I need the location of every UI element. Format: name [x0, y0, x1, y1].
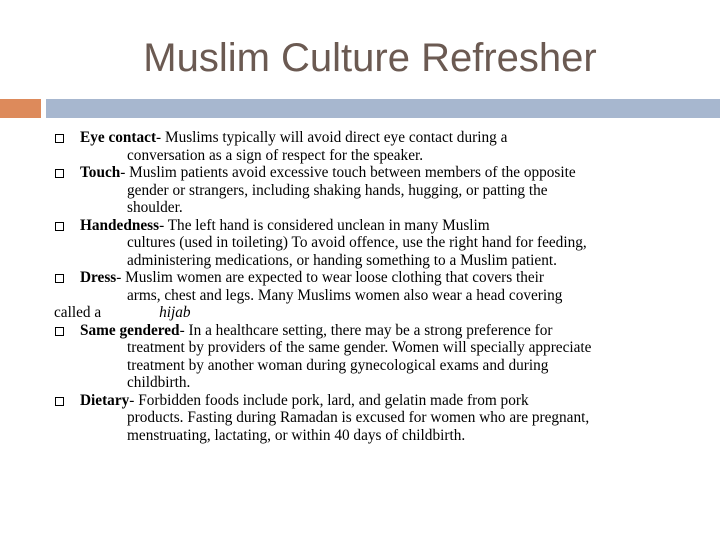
item-term: Eye contact [80, 129, 157, 146]
item-line: childbirth. [127, 374, 191, 391]
hollow-square-icon [55, 134, 64, 143]
item-line: arms, chest and legs. Many Muslims women also wear a head covering [127, 286, 563, 304]
hollow-square-icon [55, 222, 64, 231]
item-line: menstruating, lactating, or within 40 days of childbirth. [127, 426, 466, 444]
item-line [80, 392, 704, 410]
item-line [80, 129, 704, 147]
item-line: treatment by providers of the same gender. Women will specially appreciate [127, 339, 592, 356]
item-line [54, 304, 704, 322]
item-line: cultures (used in toileting) To avoid offence, use the right hand for feeding, [127, 234, 587, 251]
item-line: shoulder. [127, 199, 183, 216]
item-line: conversation as a sign of respect for the speaker. [127, 146, 424, 164]
item-text: - The left hand is considered unclean in many Muslim [159, 216, 490, 234]
hollow-square-icon [55, 327, 64, 336]
item-line: products. Fasting during Ramadan is excused for women who are pregnant, [127, 409, 590, 426]
hollow-square-icon [55, 274, 64, 283]
item-text: called a [54, 304, 102, 321]
item-line [80, 269, 704, 287]
list-item-handedness [54, 217, 704, 270]
list-item-eye-contact [54, 129, 704, 164]
hollow-square-icon [55, 169, 64, 178]
item-line [80, 322, 704, 340]
item-term: Touch [80, 164, 121, 181]
item-text: - Muslim women are expected to wear loose clothing that covers their [116, 269, 545, 286]
accent-bar-blue [46, 99, 720, 118]
item-term: Same gendered [80, 321, 180, 339]
bullet-list [54, 129, 704, 444]
slide-title: Muslim Culture Refresher [143, 36, 597, 80]
item-italic-term: hijab [159, 304, 191, 321]
hollow-square-icon [55, 397, 64, 406]
item-line: treatment by another woman during gynecological exams and during [127, 356, 549, 374]
item-text: - Forbidden foods include pork, lard, and gelatin made from pork [129, 391, 529, 409]
item-line [80, 217, 704, 235]
item-line: gender or strangers, including shaking hands, hugging, or patting the [127, 181, 548, 199]
item-term: Handedness [80, 216, 160, 234]
item-text: - Muslim patients avoid excessive touch between members of the opposite [120, 164, 576, 181]
item-term: Dress [80, 269, 117, 286]
item-line: administering medications, or handing something to a Muslim patient. [127, 251, 557, 269]
list-item-dietary [54, 392, 704, 445]
list-item-dress [54, 269, 704, 322]
item-text: - Muslims typically will avoid direct eye contact during a [156, 129, 508, 146]
list-item-same-gendered [54, 322, 704, 392]
accent-bar-orange [0, 99, 41, 118]
item-line [80, 164, 704, 182]
item-term: Dietary [80, 391, 130, 409]
item-text: - In a healthcare setting, there may be a strong preference for [179, 321, 553, 339]
list-item-touch [54, 164, 704, 217]
